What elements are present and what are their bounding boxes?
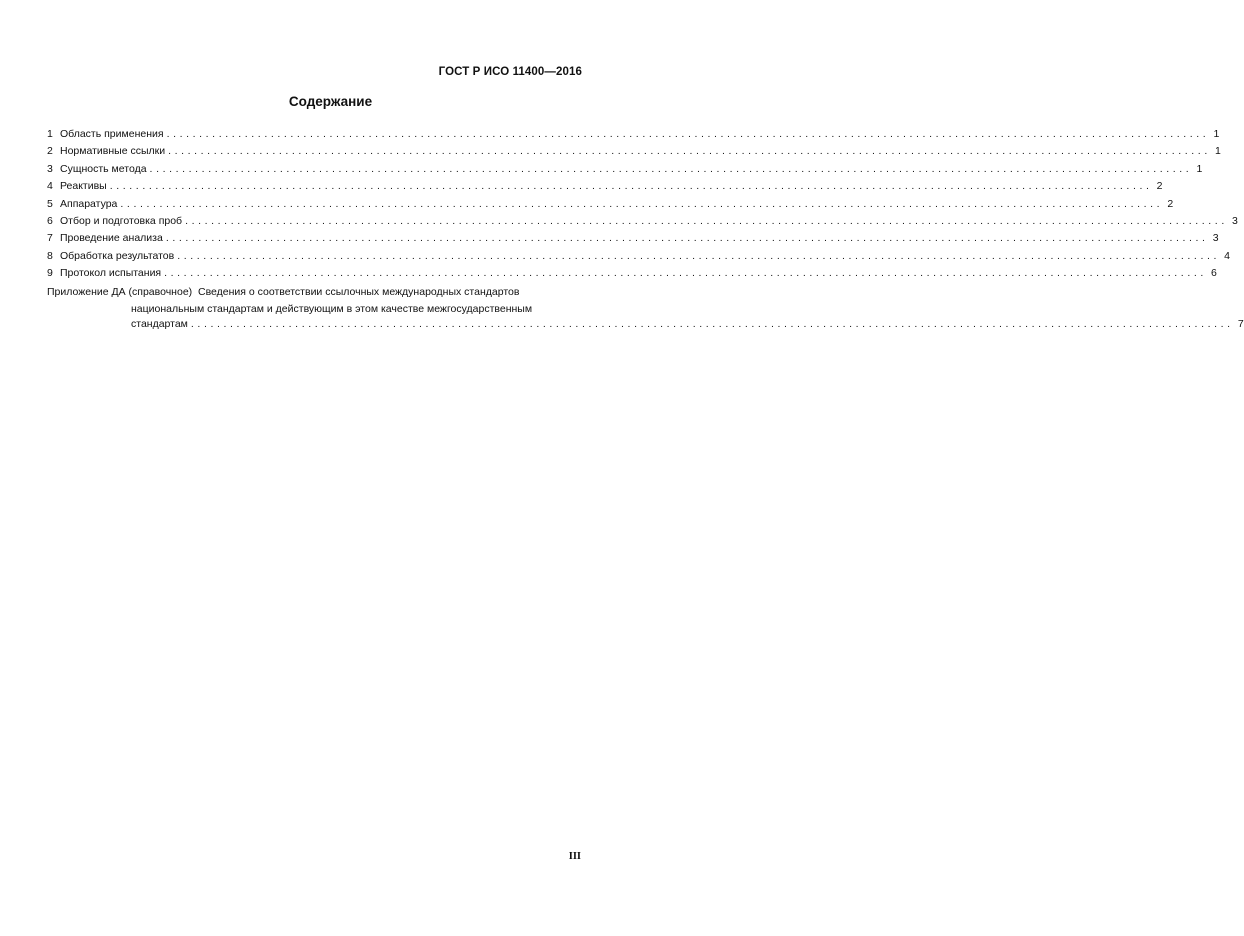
dot-leader: ................................................................................................................................................................ (109, 180, 1153, 193)
toc-entry-page: 1 (1213, 128, 1220, 140)
toc-entry-number: 9 (47, 267, 53, 280)
toc-entry-label: Нормативные ссылки (60, 145, 166, 158)
toc-entry-label: Сущность метода (60, 162, 147, 175)
toc-entry-label: Проведение анализа (60, 232, 163, 245)
toc-entry[interactable] (47, 248, 1230, 265)
toc-entry[interactable] (47, 196, 1174, 213)
toc-entry-number: 7 (47, 232, 53, 245)
toc-entry-page: 3 (1212, 232, 1219, 245)
appendix-prefix: Приложение ДА (справочное) (47, 285, 193, 298)
dot-leader: ................................................................................................................................................................ (177, 249, 1220, 262)
document-code: ГОСТ Р ИСО 11400—2016 (438, 66, 582, 78)
appendix-title-line-3: стандартам (131, 317, 188, 330)
dot-leader: ................................................................................................................................................................ (166, 128, 1210, 140)
toc-entry-page: 2 (1156, 180, 1163, 193)
toc-entry-label: Область применения (60, 128, 164, 140)
page-number: III (568, 851, 581, 862)
page-title: Содержание (288, 94, 373, 109)
toc-entry[interactable] (47, 230, 1219, 247)
toc-entry-number: 6 (47, 214, 53, 227)
toc-entry-label: Аппаратура (60, 197, 118, 210)
appendix-title-line-1: Сведения о соответствии ссылочных международных стандартов (198, 285, 520, 298)
dot-leader: ................................................................................................................................................................ (120, 197, 1164, 210)
dot-leader: ................................................................................................................................................................ (149, 162, 1193, 175)
toc-entry[interactable] (47, 126, 1220, 143)
dot-leader: ................................................................................................................................................................ (165, 232, 1209, 245)
toc-entry-label: Отбор и подготовка проб (60, 214, 183, 227)
table-of-contents (47, 126, 1244, 330)
dot-leader: ................................................................................................................................................................ (185, 214, 1228, 227)
toc-entry-page: 2 (1167, 197, 1174, 210)
dot-leader: ................................................................................................................................................................ (168, 145, 1211, 158)
toc-entry-label: Протокол испытания (60, 267, 162, 280)
toc-entry-page: 1 (1196, 162, 1203, 175)
appendix-title-line-2: национальным стандартам и действующим в этом качестве межгосударственным (131, 302, 533, 315)
appendix-page: 7 (1237, 317, 1244, 330)
dot-leader: ................................................................................................................................................................ (190, 317, 1234, 330)
toc-entry-page: 1 (1215, 145, 1221, 158)
toc-entry[interactable] (47, 143, 1221, 160)
toc-entry-number: 2 (47, 145, 53, 158)
toc-entry[interactable] (47, 213, 1238, 230)
toc-entry-label: Обработка результатов (60, 249, 175, 262)
toc-entry[interactable] (47, 178, 1163, 195)
toc-entry-page: 4 (1224, 249, 1230, 262)
toc-entry-number: 1 (47, 128, 53, 140)
toc-entry-number: 3 (47, 162, 53, 175)
toc-entry-number: 4 (47, 180, 53, 193)
toc-entry-page: 6 (1211, 267, 1217, 280)
toc-entry-label: Реактивы (60, 180, 107, 193)
toc-entry-number: 8 (47, 249, 53, 262)
toc-appendix-entry[interactable] (47, 284, 1244, 330)
dot-leader: ................................................................................................................................................................ (164, 267, 1207, 280)
toc-entry[interactable] (47, 161, 1203, 178)
toc-entry-page: 3 (1232, 214, 1238, 227)
toc-entry[interactable] (47, 265, 1217, 282)
toc-entry-number: 5 (47, 197, 53, 210)
